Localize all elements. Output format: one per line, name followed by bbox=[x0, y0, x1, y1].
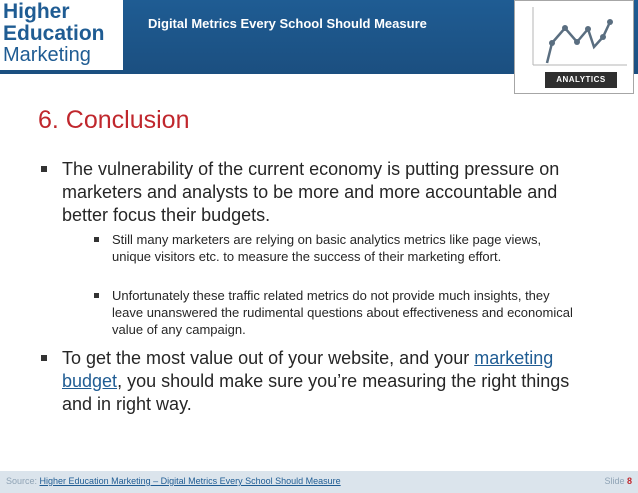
slide-number-value: 8 bbox=[626, 476, 632, 486]
header-title: Digital Metrics Every School Should Measure bbox=[148, 16, 427, 31]
bullet-2-marker bbox=[41, 355, 47, 361]
sub-bullet-2-text: Unfortunately these traffic related metrics do not provide much insights, they leave unanswered the rudimental questions about effectiveness and economical value of any campaign. bbox=[112, 288, 573, 337]
sub-bullet-1-marker bbox=[94, 237, 99, 242]
analytics-chart-icon bbox=[515, 1, 635, 73]
marketing-budget-link[interactable]: marketing budget bbox=[62, 348, 554, 391]
bullet-1-text: The vulnerability of the current economy is putting pressure on marketers and analysts to be more and more accountable and better focus their budgets. bbox=[62, 159, 560, 225]
bullet-2-text-end: , you should make sure you’re measuring the right things and in right way. bbox=[62, 371, 570, 414]
sub-bullet-1-text: Still many marketers are relying on basic analytics metrics like page views, unique visitors etc. to measure the success of their marketing effort. bbox=[112, 232, 542, 264]
slide-label: Slide bbox=[604, 476, 627, 486]
logo-line-2: Education bbox=[3, 22, 105, 45]
source-link[interactable]: Higher Education Marketing – Digital Metrics Every School Should Measure bbox=[39, 476, 341, 486]
footer-bar bbox=[0, 471, 638, 493]
slide-title: 6. Conclusion bbox=[38, 106, 190, 134]
bullet-2-text bbox=[62, 347, 582, 416]
sub-bullet-2-marker bbox=[94, 293, 99, 298]
logo-line-1: Higher bbox=[3, 0, 70, 23]
bullet-1-marker bbox=[41, 166, 47, 172]
bullet-2-text-start: To get the most value out of your website, and your bbox=[62, 348, 475, 368]
slide-number bbox=[604, 476, 632, 486]
analytics-badge bbox=[514, 0, 634, 94]
logo-line-3: Marketing bbox=[3, 44, 91, 66]
logo bbox=[0, 0, 123, 70]
source-label: Source: bbox=[6, 476, 40, 486]
analytics-label: ANALYTICS bbox=[545, 72, 617, 88]
footer-source bbox=[6, 476, 341, 486]
